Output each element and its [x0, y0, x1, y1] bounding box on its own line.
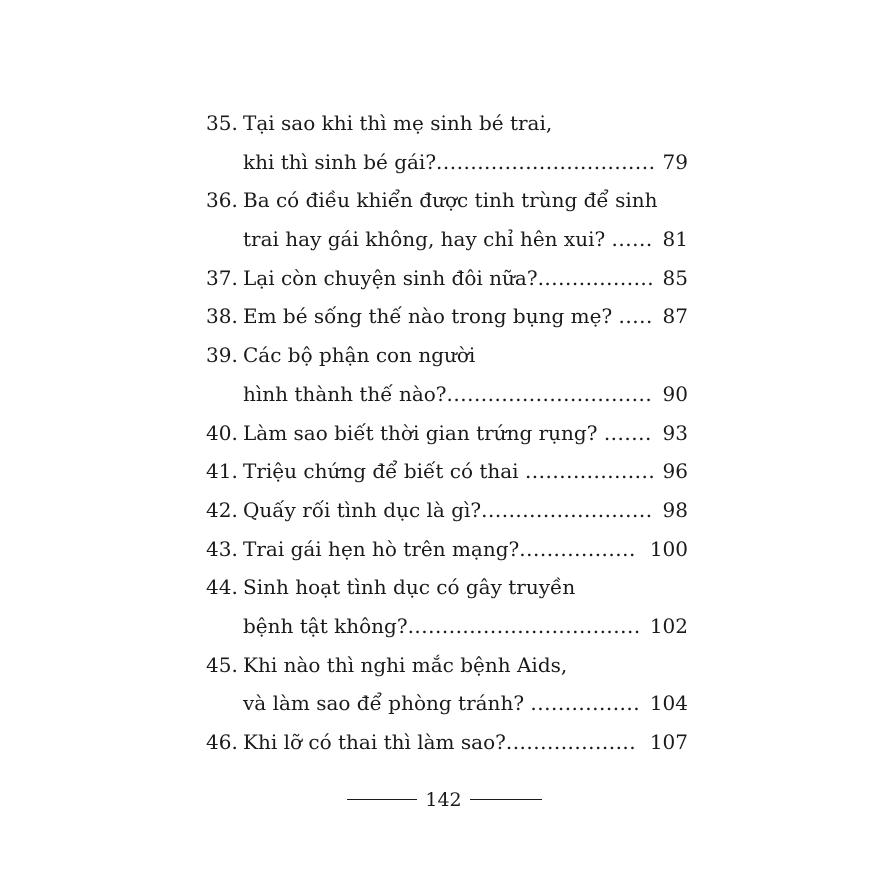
toc-entry-number: 42.: [206, 497, 238, 522]
toc-entry-number: 38.: [206, 304, 238, 329]
toc-leader-dots: .................: [519, 536, 636, 561]
toc-entry-36-line-1: [206, 181, 692, 220]
toc-entry-41: [206, 452, 692, 491]
toc-entry-title-continued: [243, 143, 655, 182]
toc-entry-number: 37.: [206, 265, 238, 290]
toc-entry-page: 102: [649, 613, 688, 638]
toc-entry-40: [206, 414, 692, 453]
toc-entry-page: 79: [662, 149, 688, 174]
toc-entry-title: Em bé sống thế nào trong bụng mẹ?: [243, 304, 613, 329]
toc-entry-page: 87: [662, 304, 688, 329]
toc-entry-number: 43.: [206, 536, 238, 561]
toc-entry-title-continued: [243, 375, 652, 414]
toc-leader-dots: .........................: [481, 497, 653, 522]
toc-entry-title-text: bệnh tật không?: [243, 613, 408, 638]
toc-leader-dots: ...................: [505, 730, 637, 754]
toc-entry-39-line-2: [206, 375, 692, 414]
toc-entry-title-text: khi thì sinh bé gái?: [243, 149, 437, 174]
toc-entry-page: 85: [662, 265, 688, 290]
toc-entry-35-line-2: [206, 143, 692, 182]
toc-entry-title-with-dots: [243, 259, 654, 298]
toc-leader-dots: ..................................: [407, 613, 641, 638]
toc-leader-dots: .......: [603, 420, 652, 445]
toc-entry-number: 39.: [206, 343, 238, 368]
toc-entry-38: [206, 297, 692, 336]
toc-entry-number: 46.: [206, 730, 238, 754]
toc-entry-46: [206, 723, 692, 762]
toc-entry-39-line-1: [206, 336, 692, 375]
toc-entry-title: Ba có điều khiển được tinh trùng để sinh: [243, 188, 658, 213]
toc-entry-44-line-2: [206, 607, 692, 646]
toc-entry-45-line-1: [206, 646, 692, 685]
toc-leader-dots: ..............................: [446, 381, 653, 406]
toc-entry-45-line-2: [206, 684, 692, 723]
toc-entry-title: Tại sao khi thì mẹ sinh bé trai,: [243, 111, 553, 135]
toc-entry-title-with-dots: [243, 297, 653, 336]
toc-entry-page: 96: [662, 459, 688, 484]
toc-leader-dots: ................................: [436, 149, 656, 174]
toc-entry-title-with-dots: [243, 723, 636, 762]
toc-entry-page: 90: [662, 381, 688, 406]
toc-entry-44-line-1: [206, 568, 692, 607]
toc-entry-title-text: và làm sao để phòng tránh?: [243, 691, 525, 716]
toc-entry-number: 41.: [206, 459, 238, 484]
toc-entry-page: 100: [649, 536, 688, 561]
toc-entry-number: 40.: [206, 420, 238, 445]
toc-entry-title: Khi lỡ có thai thì làm sao?: [243, 730, 506, 754]
toc-leader-dots: ................: [530, 691, 641, 716]
toc-entry-title-text: trai hay gái không, hay chỉ hên xui?: [243, 227, 606, 252]
toc-entry-number: 44.: [206, 575, 238, 600]
toc-entry-title: Lại còn chuyện sinh đôi nữa?: [243, 265, 538, 290]
toc-leader-dots: ...................: [524, 459, 656, 484]
toc-entry-number: 45.: [206, 652, 238, 677]
toc-entry-title-with-dots: [243, 530, 636, 569]
toc-entry-title-continued: [243, 607, 641, 646]
page-number: 142: [425, 789, 462, 811]
toc-entry-number: 35.: [206, 111, 238, 135]
toc-leader-dots: .....: [618, 304, 653, 329]
toc-entry-title: Quấy rối tình dục là gì?: [243, 497, 482, 522]
footer-rule-right: [470, 799, 542, 800]
toc-entry-page: 81: [662, 227, 688, 252]
toc-entry-number: 36.: [206, 188, 238, 213]
toc-entry-page: 93: [662, 420, 688, 445]
toc-entry-title-continued: [243, 220, 653, 259]
toc-entry-title: Khi nào thì nghi mắc bệnh Aids,: [243, 652, 568, 677]
toc-leader-dots: ......: [611, 227, 653, 252]
toc-entry-title-with-dots: [243, 452, 655, 491]
toc-entry-42: [206, 491, 692, 530]
toc-entry-page: 104: [649, 691, 688, 716]
toc-entry-title: Làm sao biết thời gian trứng rụng?: [243, 420, 598, 445]
toc-entry-title: Sinh hoạt tình dục có gây truyền: [243, 575, 576, 600]
toc-entry-title: Trai gái hẹn hò trên mạng?: [243, 536, 520, 561]
toc-entry-36-line-2: [206, 220, 692, 259]
toc-entry-title-text: hình thành thế nào?: [243, 381, 447, 406]
toc-entry-title-with-dots: [243, 491, 653, 530]
toc-entry-page: 98: [662, 497, 688, 522]
toc-entry-35-line-1: [206, 104, 692, 143]
toc-entry-title-continued: [243, 684, 640, 723]
page-footer: [0, 785, 886, 815]
toc-leader-dots: .................: [537, 265, 655, 290]
toc-entry-title: Triệu chứng để biết có thai: [243, 459, 519, 484]
toc-entry-title-with-dots: [243, 414, 652, 453]
toc-entry-43: [206, 530, 692, 569]
toc-entry-title: Các bộ phận con người: [243, 343, 476, 368]
footer-rule-left: [347, 799, 417, 800]
table-of-contents: [206, 104, 692, 762]
toc-entry-page: 107: [649, 730, 688, 754]
toc-entry-37: [206, 259, 692, 298]
